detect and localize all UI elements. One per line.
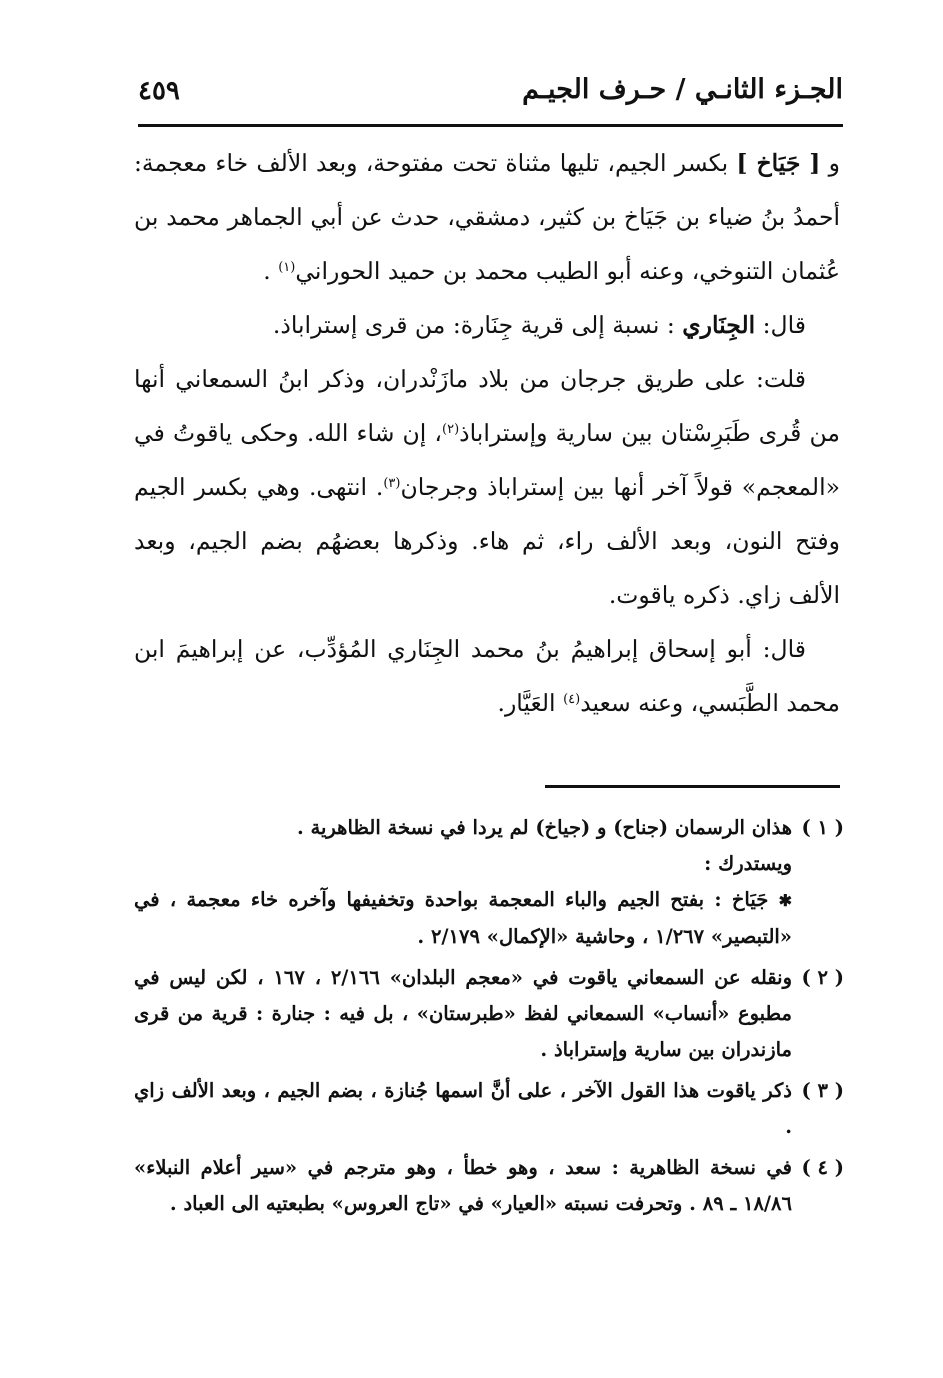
star-icon: ✱ xyxy=(778,891,792,910)
main-text xyxy=(134,136,840,730)
footnote-ref: (٣) xyxy=(383,476,401,491)
footnote-line: هذان الرسمان (جناح) و (جياخ) لم يردا في نسخة الظاهرية . xyxy=(296,816,792,839)
footnote-4 xyxy=(134,1150,844,1222)
footnote-divider xyxy=(545,785,840,788)
paragraph-abu-ishaq: قال: أبو إسحاق إبراهيمُ بنُ محمد الجِنَاري المُؤدِّب، عن إبراهيمَ ابن محمد الطَّبَسي، وعنه سعيد$^{(٤)}$ العَيَّار. xyxy=(134,635,840,717)
page-number: ٤٥٩ xyxy=(138,76,180,106)
footnote-line: ونقله عن السمعاني ياقوت في «معجم البلدان» ٢/١٦٦ ، ١٦٧ ، لكن ليس في مطبوع «أنساب» السمعاني لفظ «طبرستان» ، بل فيه : جنارة : قرية من قرى مازندران بين سارية وإستراباذ . xyxy=(134,966,793,1061)
footnote-line: جَيَاخ : بفتح الجيم والباء المعجمة بواحدة وتخفيفها وآخره خاء معجمة ، في «التبصير» ١/٢٦٧ ، وحاشية «الإكمال» ٢/١٧٩ . xyxy=(134,888,792,948)
footnote-line: ويستدرك : xyxy=(704,852,792,875)
running-title: الجـزء الثانـي / حـرف الجيـم xyxy=(522,74,843,105)
header-divider xyxy=(138,124,843,127)
footnote-ref: (٤) xyxy=(563,692,581,707)
footnote-ref: (١) xyxy=(278,260,296,275)
footnote-2 xyxy=(134,960,844,1068)
page-header xyxy=(138,74,843,124)
paragraph-entry-jiyakh: و [ جَيَاخ ] بكسر الجيم، تليها مثناة تحت مفتوحة، وبعد الألف خاء معجمة: أحمدُ بنُ ضياء بن جَيَاخ بن كثير، دمشقي، حدث عن أبي الجماهر محمد بن عُثمان التنوخي، وعنه أبو الطيب محمد بن حميد الحوراني$^{(١)}$ . xyxy=(134,149,840,285)
footnote-number: ( ٣ ) xyxy=(801,1079,844,1102)
entry-heading: الجِنَاري xyxy=(682,311,756,339)
footnote-3 xyxy=(134,1073,844,1145)
footnote-line: ذكر ياقوت هذا القول الآخر ، على أنَّ اسمها جُنازة ، بضم الجيم ، وبعد الألف زاي . xyxy=(134,1079,792,1138)
footnote-1 xyxy=(134,810,844,955)
entry-heading: [ جَيَاخ ] xyxy=(736,149,821,177)
footnotes xyxy=(134,810,844,1227)
paragraph-entry-jinari: قال: الجِنَاري : نسبة إلى قرية جِنَارة: من قرى إستراباذ. xyxy=(272,311,806,339)
footnote-number: ( ١ ) xyxy=(801,816,844,839)
footnote-line: في نسخة الظاهرية : سعد ، وهو خطأ ، وهو مترجم في «سير أعلام النبلاء» ١٨/٨٦ ـ ٨٩ . وتحرفت نسبته «العيار» في «تاج العروس» بطبعتيه الى العباد . xyxy=(134,1156,792,1215)
footnote-number: ( ٢ ) xyxy=(801,966,844,989)
paragraph-commentary: قلت: على طريق جرجان من بلاد مازَنْدران، وذكر ابنُ السمعاني أنها من قُرى طَبَرِسْتان بين سارية وإستراباذ$^{(٢)}$، إن شاء الله. وحكى ياقوتُ في «المعجم» قولاً آخر أنها بين إستراباذ وجرجان$^{(٣)}$. انتهى. وهي بكسر الجيم وفتح النون، وبعد الألف راء، ثم هاء. وذكرها بعضهُم بضم الجيم، وبعد الألف زاي. ذكره ياقوت. xyxy=(134,365,841,609)
footnote-ref: (٢) xyxy=(442,422,460,437)
footnote-number: ( ٤ ) xyxy=(801,1156,844,1179)
